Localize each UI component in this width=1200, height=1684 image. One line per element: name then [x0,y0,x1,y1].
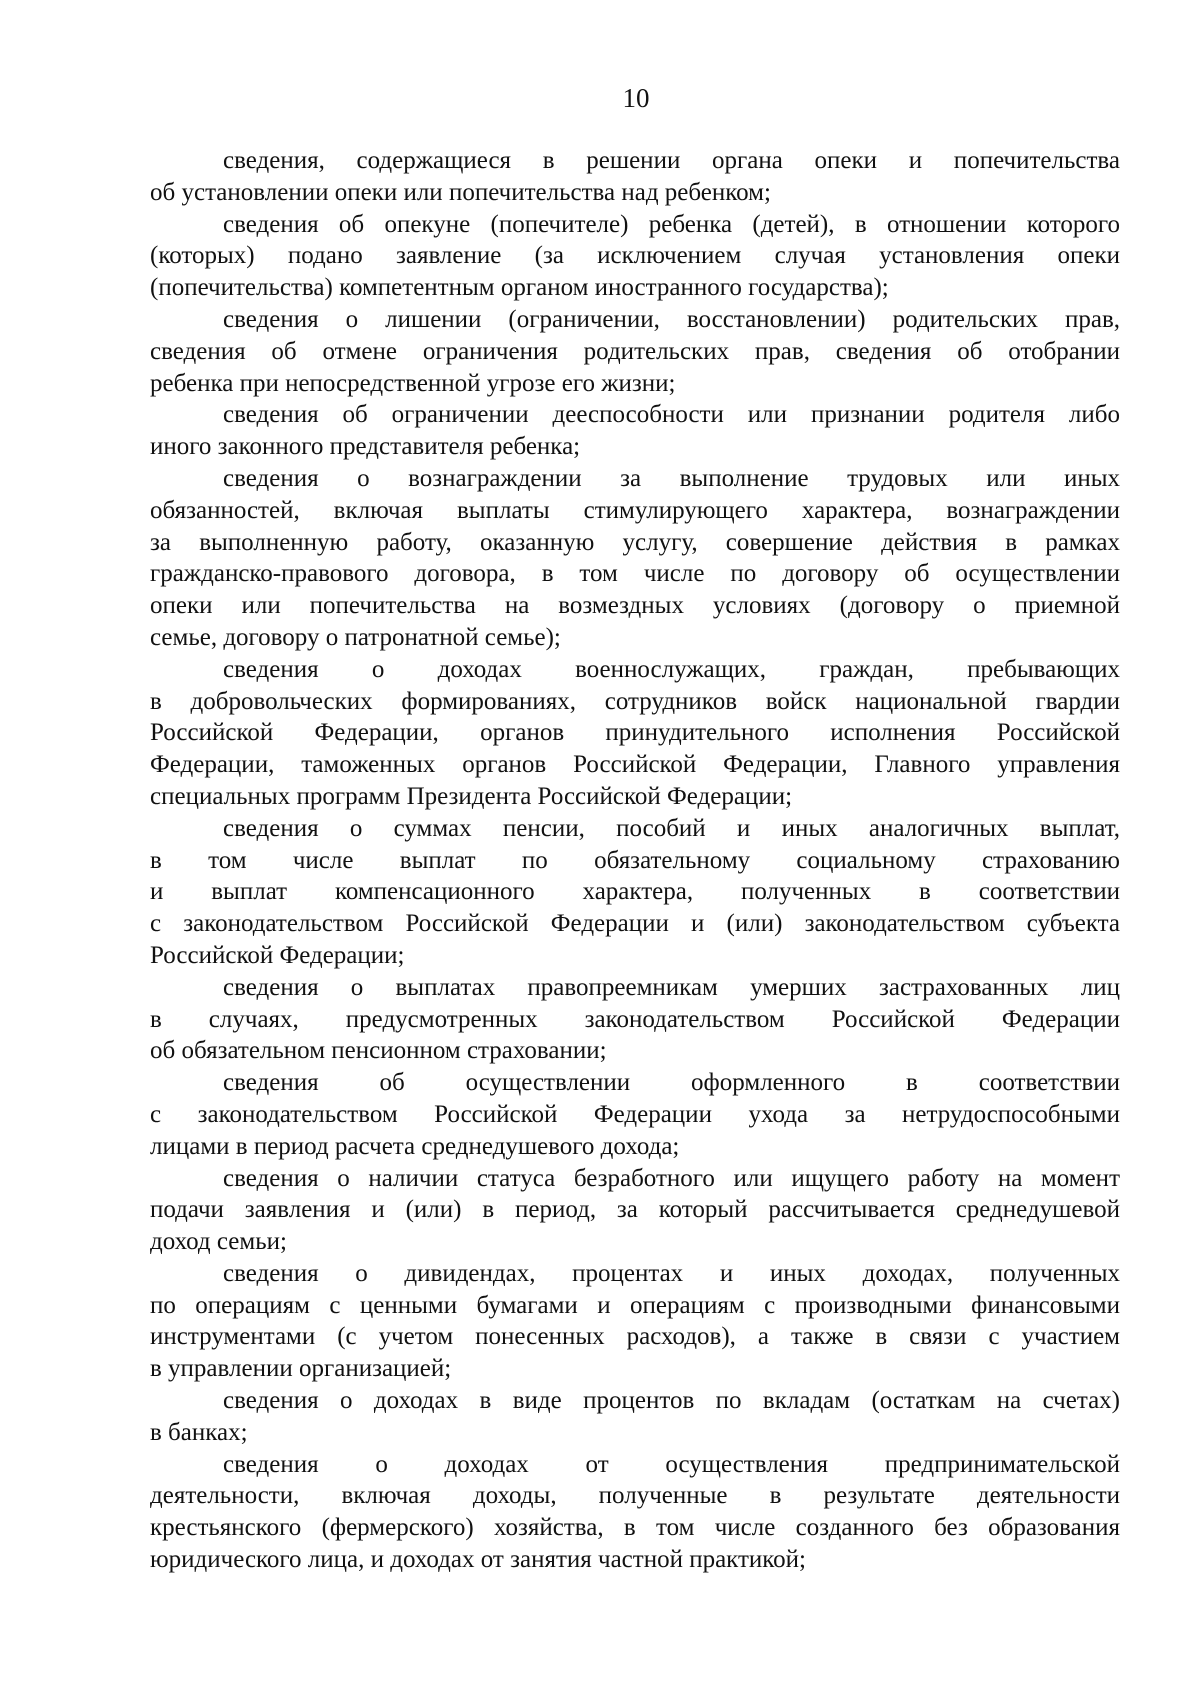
text-line: за выполненную работу, оказанную услугу, совершение действия в рамках [150,528,1120,556]
text-line: с законодательством Российской Федерации и (или) законодательством субъекта [150,910,1120,938]
text-line: по операциям с ценными бумагами и операциям с производными финансовыми [150,1291,1120,1319]
text-line: в управлении организацией; [150,1355,452,1383]
text-line: иного законного представителя ребенка; [150,433,581,461]
text-line: (попечительства) компетентным органом иностранного государства); [150,274,889,302]
text-line: сведения о наличии статуса безработного или ищущего работу на момент [223,1164,1120,1192]
text-line: сведения о суммах пенсии, пособий и иных аналогичных выплат, [223,814,1120,842]
text-line: об установлении опеки или попечительства над ребенком; [150,178,771,206]
text-line: сведения о доходах от осуществления предпринимательской [223,1450,1120,1478]
paragraph [150,972,1120,1067]
text-line: Федерации, таможенных органов Российской Федерации, Главного управления [150,751,1120,779]
text-line: Российской Федерации; [150,941,405,969]
text-line: инструментами (с учетом понесенных расходов), а также в связи с участием [150,1323,1120,1351]
text-line: специальных программ Президента Российской Федерации; [150,782,793,810]
text-line: деятельности, включая доходы, полученные в результате деятельности [150,1482,1120,1510]
paragraph [150,1163,1120,1258]
text-line: сведения об отмене ограничения родительских прав, сведения об отобрании [150,337,1120,365]
text-line: подачи заявления и (или) в период, за который рассчитывается среднедушевой [150,1196,1120,1224]
paragraph [150,1067,1120,1162]
paragraph [150,463,1120,654]
document-body [150,145,1120,1576]
text-line: и выплат компенсационного характера, полученных в соответствии [150,878,1120,906]
text-line: сведения об опекуне (попечителе) ребенка (детей), в отношении которого [223,210,1120,238]
text-line: в банках; [150,1418,248,1446]
text-line: сведения о лишении (ограничении, восстановлении) родительских прав, [223,305,1120,333]
paragraph [150,1449,1120,1576]
text-line: в случаях, предусмотренных законодательством Российской Федерации [150,1005,1120,1033]
paragraph [150,209,1120,304]
text-line: сведения, содержащиеся в решении органа опеки и попечительства [223,147,1120,174]
text-line: доход семьи; [150,1228,287,1256]
paragraph [150,304,1120,399]
text-line: сведения о дивидендах, процентах и иных доходах, полученных [223,1259,1120,1287]
text-line: (которых) подано заявление (за исключением случая установления опеки [150,242,1120,270]
text-line: гражданско-правового договора, в том числе по договору об осуществлении [150,560,1120,588]
text-line: опеки или попечительства на возмездных условиях (договору о приемной [150,592,1120,620]
text-line: лицами в период расчета среднедушевого дохода; [150,1132,680,1160]
text-line: сведения о вознаграждении за выполнение трудовых или иных [223,464,1120,492]
page-number: 10 [622,83,650,113]
text-line: юридического лица, и доходах от занятия частной практикой; [150,1546,806,1574]
text-line: сведения об ограничении дееспособности или признании родителя либо [223,401,1120,429]
paragraph [150,654,1120,813]
text-line: в добровольческих формированиях, сотрудников войск национальной гвардии [150,687,1120,715]
text-line: ребенка при непосредственной угрозе его жизни; [150,369,676,397]
text-line: семье, договору о патронатной семье); [150,623,561,651]
text-line: сведения о доходах военнослужащих, граждан, пребывающих [223,655,1120,683]
paragraph [150,145,1120,209]
text-line: обязанностей, включая выплаты стимулирующего характера, вознаграждении [150,496,1120,524]
paragraph [150,399,1120,463]
paragraph [150,1258,1120,1385]
paragraph [150,813,1120,972]
text-line: сведения об осуществлении оформленного в соответствии [223,1069,1120,1097]
text-line: сведения о доходах в виде процентов по вкладам (остаткам на счетах) [223,1387,1120,1415]
text-line: об обязательном пенсионном страховании; [150,1037,607,1065]
text-line: в том числе выплат по обязательному социальному страхованию [150,846,1120,874]
text-line: с законодательством Российской Федерации ухода за нетрудоспособными [150,1100,1120,1128]
text-line: сведения о выплатах правопреемникам умерших застрахованных лиц [223,973,1120,1001]
paragraph [150,1385,1120,1449]
text-line: крестьянского (фермерского) хозяйства, в том числе созданного без образования [150,1514,1120,1542]
text-line: Российской Федерации, органов принудительного исполнения Российской [150,719,1120,747]
